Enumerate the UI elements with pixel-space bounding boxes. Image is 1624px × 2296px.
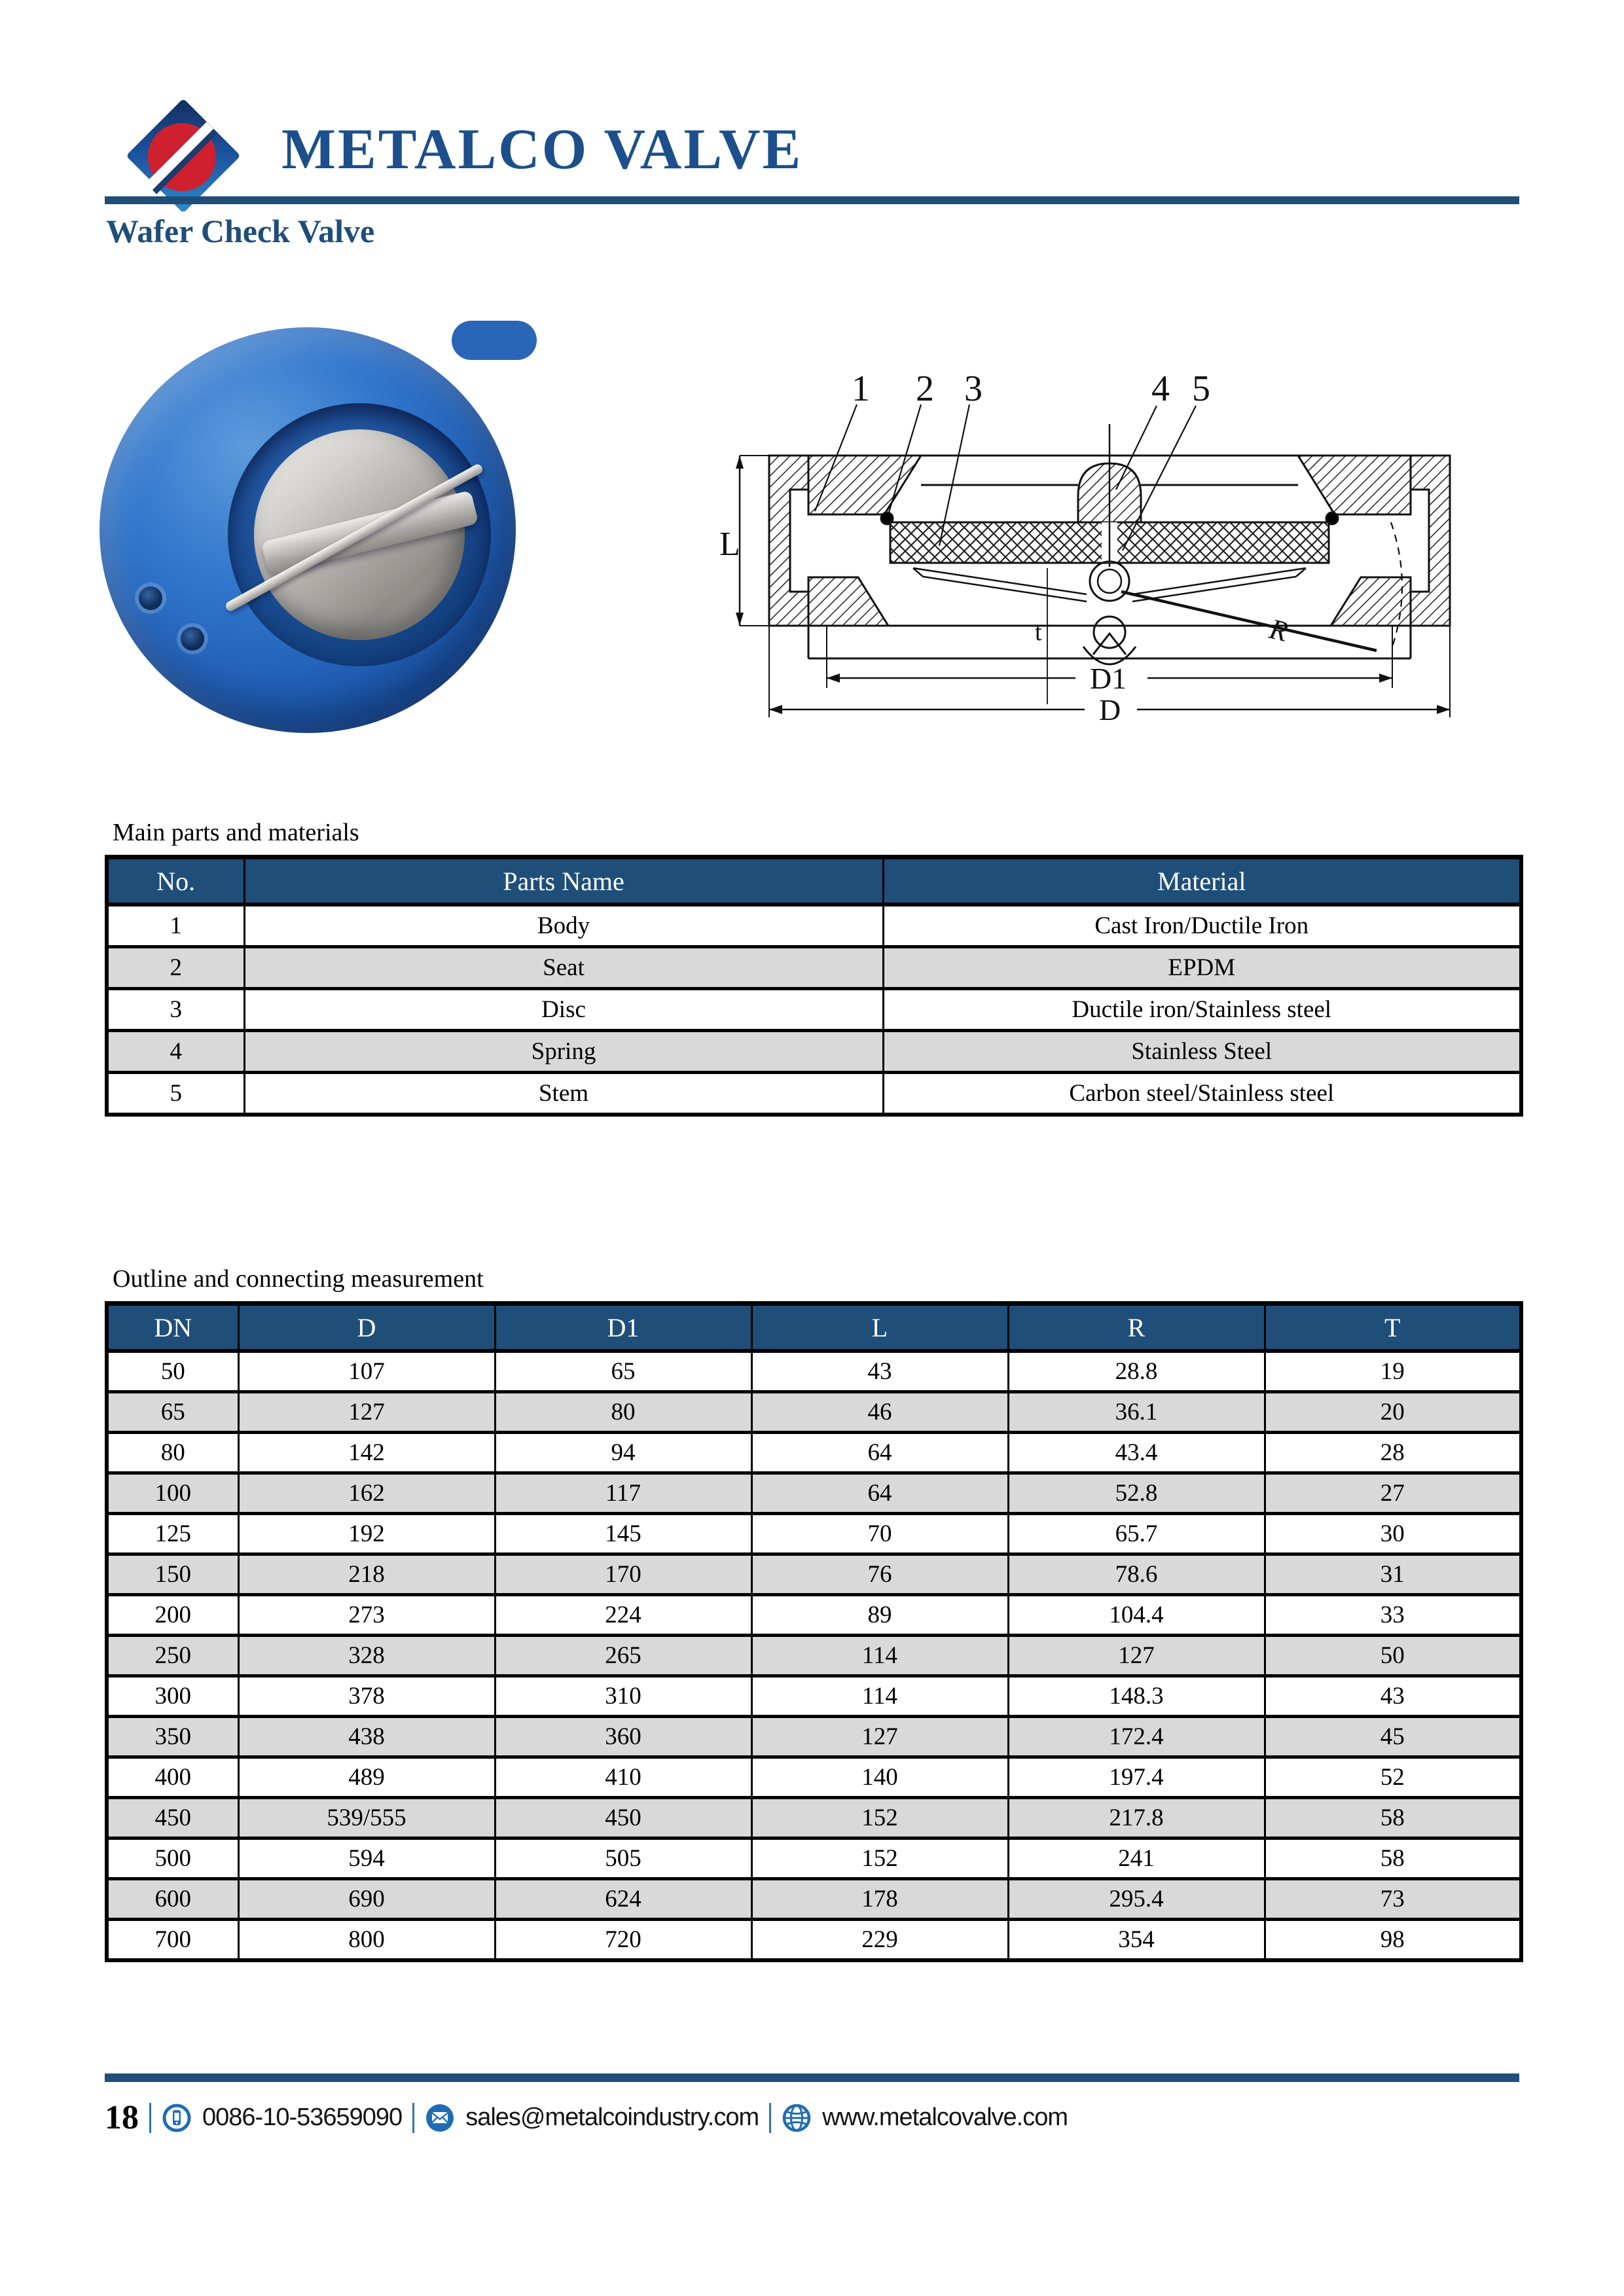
table-cell: 45 (1265, 1717, 1521, 1757)
table-cell: 172.4 (1008, 1717, 1265, 1757)
page-title: Wafer Check Valve (106, 213, 375, 249)
table-row (107, 1031, 1521, 1073)
table-cell: 178 (751, 1879, 1008, 1920)
column-header: No. (107, 857, 244, 905)
table-cell: 265 (495, 1636, 751, 1676)
table-cell: 295.4 (1008, 1879, 1265, 1920)
table-cell: 50 (1265, 1636, 1521, 1676)
table-cell: 127 (238, 1392, 495, 1433)
table-cell: 624 (495, 1879, 751, 1920)
header-rule (105, 196, 1519, 204)
table-row (107, 1636, 1521, 1676)
footer (105, 2098, 1068, 2137)
table-cell: 76 (751, 1554, 1008, 1595)
callout-2: 2 (916, 368, 934, 409)
table-row (107, 1676, 1521, 1717)
column-header: D (238, 1304, 495, 1352)
table-row (107, 1554, 1521, 1595)
table-cell: 539/555 (238, 1798, 495, 1839)
table-cell: 64 (751, 1473, 1008, 1514)
footer-rule (105, 2073, 1519, 2082)
table-cell: 690 (238, 1879, 495, 1920)
table-cell: 114 (751, 1636, 1008, 1676)
table-cell: 36.1 (1008, 1392, 1265, 1433)
callout-5: 5 (1192, 368, 1210, 409)
table-cell: 43.4 (1008, 1433, 1265, 1473)
table-cell: 700 (107, 1920, 238, 1961)
dim-label-t: t (1035, 619, 1042, 646)
table-row (107, 1839, 1521, 1879)
table-cell: Disc (244, 989, 883, 1031)
table-cell: 273 (238, 1595, 495, 1636)
bolt-hole (181, 627, 204, 651)
table-cell: 152 (751, 1798, 1008, 1839)
table-cell: 104.4 (1008, 1595, 1265, 1636)
table-cell: 241 (1008, 1839, 1265, 1879)
table-cell: 594 (238, 1839, 495, 1879)
table-cell: 30 (1265, 1514, 1521, 1554)
dim-label-R: R (1266, 612, 1291, 648)
section-drawing (717, 351, 1506, 734)
table-cell: 27 (1265, 1473, 1521, 1514)
table-cell: 489 (238, 1757, 495, 1798)
table-row (107, 1757, 1521, 1798)
table-row (107, 1798, 1521, 1839)
table-cell: 70 (751, 1514, 1008, 1554)
table-cell: 3 (107, 989, 244, 1031)
table-cell: 224 (495, 1595, 751, 1636)
table-cell: Body (244, 905, 883, 947)
dim-label-L: L (719, 526, 740, 563)
dim-label-D: D (1099, 693, 1121, 726)
table-cell: 505 (495, 1839, 751, 1879)
table-cell: 450 (495, 1798, 751, 1839)
table-cell: 217.8 (1008, 1798, 1265, 1839)
table-cell: 229 (751, 1920, 1008, 1961)
table-row (107, 1595, 1521, 1636)
globe-icon (782, 2103, 812, 2133)
column-header: DN (107, 1304, 238, 1352)
table-cell: 197.4 (1008, 1757, 1265, 1798)
footer-phone: 0086-10-53659090 (202, 2104, 403, 2131)
table-cell: 140 (751, 1757, 1008, 1798)
table-cell: 94 (495, 1433, 751, 1473)
mail-icon (425, 2103, 455, 2133)
column-header: Parts Name (244, 857, 883, 905)
table-cell: 89 (751, 1595, 1008, 1636)
phone-icon (162, 2103, 192, 2133)
footer-separator (769, 2103, 771, 2133)
parts-table-caption: Main parts and materials (113, 819, 359, 846)
table-cell: 64 (751, 1433, 1008, 1473)
table-cell: 117 (495, 1473, 751, 1514)
table-cell: 142 (238, 1433, 495, 1473)
table-cell: 127 (751, 1717, 1008, 1757)
table-row (107, 905, 1521, 947)
table-cell: 52 (1265, 1757, 1521, 1798)
table-cell: Stem (244, 1073, 883, 1115)
valve-photo (98, 319, 520, 742)
table-row (107, 947, 1521, 989)
table-cell: 250 (107, 1636, 238, 1676)
dim-label-D1: D1 (1090, 662, 1127, 695)
parts-table-header-row (107, 857, 1521, 905)
table-cell: 80 (495, 1392, 751, 1433)
table-cell: 350 (107, 1717, 238, 1757)
table-cell: 65 (107, 1392, 238, 1433)
table-row (107, 1879, 1521, 1920)
table-row (107, 1351, 1521, 1392)
bolt-hole (139, 586, 162, 610)
table-cell: Seat (244, 947, 883, 989)
table-cell: 58 (1265, 1798, 1521, 1839)
table-cell: 354 (1008, 1920, 1265, 1961)
callout-3: 3 (964, 368, 983, 409)
table-cell: 127 (1008, 1636, 1265, 1676)
table-cell: 28.8 (1008, 1351, 1265, 1392)
table-cell: Ductile iron/Stainless steel (883, 989, 1521, 1031)
column-header: L (751, 1304, 1008, 1352)
table-cell: 328 (238, 1636, 495, 1676)
table-cell: 65.7 (1008, 1514, 1265, 1554)
table-cell: 2 (107, 947, 244, 989)
footer-website: www.metalcovalve.com (822, 2104, 1068, 2131)
table-cell: 4 (107, 1031, 244, 1073)
table-cell: 438 (238, 1717, 495, 1757)
footer-email: sales@metalcoindustry.com (465, 2104, 759, 2131)
dims-table (105, 1301, 1523, 1962)
table-row (107, 1392, 1521, 1433)
table-cell: 50 (107, 1351, 238, 1392)
table-cell: 73 (1265, 1879, 1521, 1920)
table-cell: 162 (238, 1473, 495, 1514)
table-cell: 28 (1265, 1433, 1521, 1473)
table-cell: 65 (495, 1351, 751, 1392)
valve-lug (452, 321, 537, 360)
dims-table-caption: Outline and connecting measurement (113, 1265, 484, 1293)
column-header: Material (883, 857, 1521, 905)
table-row (107, 1473, 1521, 1514)
callout-1: 1 (852, 368, 870, 409)
table-cell: 720 (495, 1920, 751, 1961)
table-cell: 150 (107, 1554, 238, 1595)
table-row (107, 1717, 1521, 1757)
table-cell: 400 (107, 1757, 238, 1798)
table-row (107, 1073, 1521, 1115)
table-cell: 80 (107, 1433, 238, 1473)
table-cell: 360 (495, 1717, 751, 1757)
table-cell: 192 (238, 1514, 495, 1554)
table-cell: 58 (1265, 1839, 1521, 1879)
table-cell: 170 (495, 1554, 751, 1595)
table-cell: 114 (751, 1676, 1008, 1717)
table-cell: 19 (1265, 1351, 1521, 1392)
column-header: D1 (495, 1304, 751, 1352)
table-cell: Carbon steel/Stainless steel (883, 1073, 1521, 1115)
table-cell: 100 (107, 1473, 238, 1514)
table-cell: 378 (238, 1676, 495, 1717)
table-cell: 410 (495, 1757, 751, 1798)
table-cell: 33 (1265, 1595, 1521, 1636)
table-cell: 125 (107, 1514, 238, 1554)
table-cell: 52.8 (1008, 1473, 1265, 1514)
table-cell: 500 (107, 1839, 238, 1879)
table-cell: 107 (238, 1351, 495, 1392)
table-cell: EPDM (883, 947, 1521, 989)
table-cell: 31 (1265, 1554, 1521, 1595)
table-cell: 43 (751, 1351, 1008, 1392)
column-header: T (1265, 1304, 1521, 1352)
dims-table-header-row (107, 1304, 1521, 1352)
table-cell: 152 (751, 1839, 1008, 1879)
table-cell: 20 (1265, 1392, 1521, 1433)
table-cell: 800 (238, 1920, 495, 1961)
table-cell: 46 (751, 1392, 1008, 1433)
table-row (107, 1433, 1521, 1473)
parts-table (105, 855, 1523, 1117)
table-cell: 200 (107, 1595, 238, 1636)
table-cell: 300 (107, 1676, 238, 1717)
brand-name: METALCO VALVE (281, 118, 803, 181)
table-cell: Cast Iron/Ductile Iron (883, 905, 1521, 947)
table-cell: 148.3 (1008, 1676, 1265, 1717)
table-cell: 1 (107, 905, 244, 947)
table-cell: 600 (107, 1879, 238, 1920)
table-row (107, 1514, 1521, 1554)
table-row (107, 1920, 1521, 1961)
table-cell: 218 (238, 1554, 495, 1595)
table-cell: Stainless Steel (883, 1031, 1521, 1073)
callout-4: 4 (1151, 368, 1170, 409)
table-cell: 310 (495, 1676, 751, 1717)
table-cell: Spring (244, 1031, 883, 1073)
table-cell: 450 (107, 1798, 238, 1839)
table-cell: 78.6 (1008, 1554, 1265, 1595)
column-header: R (1008, 1304, 1265, 1352)
footer-separator (149, 2103, 151, 2133)
footer-separator (412, 2103, 414, 2133)
table-cell: 5 (107, 1073, 244, 1115)
page-number: 18 (105, 2099, 139, 2136)
table-cell: 43 (1265, 1676, 1521, 1717)
table-cell: 98 (1265, 1920, 1521, 1961)
table-cell: 145 (495, 1514, 751, 1554)
table-row (107, 989, 1521, 1031)
